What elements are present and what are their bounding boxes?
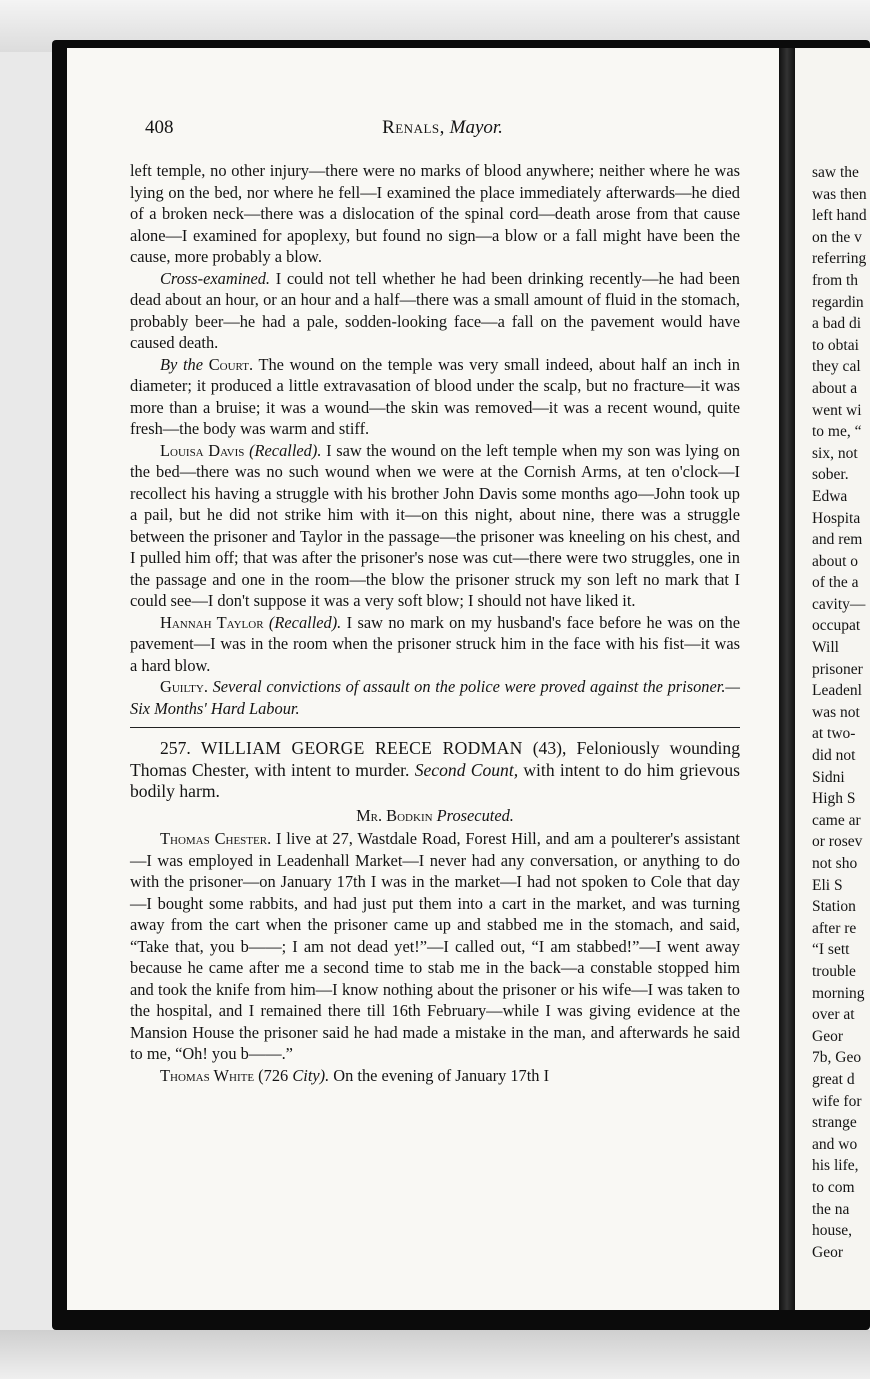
right-page-line: cavity— (812, 595, 866, 613)
running-head-title: Mayor. (449, 117, 503, 138)
case-number: 257. (160, 738, 191, 758)
right-page-line: from th (812, 271, 859, 289)
defendant-name: WILLIAM GEORGE REECE RODMAN (200, 738, 523, 758)
right-page-line: Geor (812, 1027, 843, 1045)
right-page-line: went wi (812, 401, 862, 419)
right-page-line: Station (812, 898, 856, 916)
right-page-line: Eli S (812, 876, 843, 894)
prosecutor-name: Mr. Bodkin (356, 805, 433, 825)
scan-background-bottom (0, 1330, 870, 1379)
right-page-line: did not (812, 747, 856, 765)
right-page-line: they cal (812, 358, 861, 376)
verdict-label: Guilty. (160, 677, 208, 696)
case-divider (130, 727, 740, 728)
hannah-taylor-text: I saw no mark on my husband's face before he was on the pavement—I was in the room when the prisoner struck him in the face with his fist—it was a hard blow. (130, 612, 740, 675)
paragraph-thomas-chester (130, 828, 740, 1065)
right-page-line: Leadenl (812, 682, 862, 700)
book-gutter (779, 48, 795, 1310)
thomas-white-badge: (726 (258, 1065, 289, 1085)
cross-examined-label: Cross-examined. (160, 268, 271, 288)
right-page-line: Sidni (812, 768, 845, 786)
right-page-line: Edwa (812, 487, 848, 505)
right-page-line: after re (812, 919, 857, 937)
paragraph-thomas-white (130, 1065, 740, 1087)
charge-text-a: Feloniously wounding Thomas Chester, with intent to murder. (130, 738, 741, 780)
defendant-age: (43), (532, 738, 567, 758)
main-text-column (130, 160, 740, 1086)
thomas-white-text: On the evening of January 17th I (329, 1065, 550, 1085)
right-page-line: about a (812, 379, 858, 397)
right-page-line: Will (812, 639, 839, 657)
louisa-recalled-label: (Recalled). (249, 440, 322, 460)
second-count-label: Second Count, (414, 759, 519, 780)
right-page-line: at two- (812, 725, 856, 743)
right-page-line: was not (812, 703, 860, 721)
paragraph-hannah-taylor (130, 612, 740, 677)
right-page-line: High S (812, 790, 856, 808)
right-page-line: occupat (812, 617, 861, 635)
right-page-line: morning (812, 984, 865, 1002)
verdict-sentence: Several convictions of assault on the police were proved against the prisoner.—Six Months' Hard Labour. (130, 677, 740, 718)
right-page-line: not sho (812, 855, 858, 872)
right-page-line: six, not (812, 444, 858, 462)
right-page-line: was then (812, 185, 867, 203)
right-page-line: on the v (812, 228, 862, 246)
right-page-line: his life, (812, 1157, 859, 1175)
running-head-name: Renals, (382, 117, 445, 138)
right-page-line: 7b, Geo (812, 1049, 862, 1067)
case-heading (130, 738, 740, 803)
paragraph-verdict (130, 676, 740, 719)
right-page-line: left hand (812, 207, 867, 225)
hannah-recalled-label: (Recalled). (268, 612, 342, 632)
right-page-line: prisoner (812, 660, 863, 678)
right-page-line: strange (812, 1114, 857, 1132)
louisa-davis-text: I saw the wound on the left temple when my son was lying on the bed—there was no such wound when we were at the Cornish Arms, at ten o'clock—I recollect his having a struggle with his brother John Davis some months ago—John took up a pail, but he did not strike him with it—on this night, about nine, there was a struggle between the prisoner and Taylor in the passage—the prisoner was kneeling on his chest, and I pulled him off; that was after the prisoner's nose was cut—there were two struggles, one in the passage and one in the room—the blow the prisoner struck my son left no mark that I could see—I don't suppose it was a very soft blow; I should not have liked it. (130, 440, 740, 610)
court-label: Court. (208, 354, 254, 374)
right-page-line: “I sett (812, 941, 850, 959)
paragraph-medical-evidence: left temple, no other injury—there were no marks of blood anywhere; neither where he was lying on the bed, nor where he fell—I examined the place immediately afterwards—he died of a broken neck—there was a dislocation of the spinal cord—death arose from that cause alone—I examined for apoplexy, but found no sign—a blow or a fall might have been the cause, more probably a blow. (130, 161, 740, 266)
by-the-label: By the (160, 354, 204, 374)
witness-thomas-white: Thomas White (160, 1065, 255, 1085)
right-page-line: house, (812, 1222, 853, 1240)
page-header (145, 117, 740, 147)
right-page-line: over at (812, 1006, 855, 1024)
right-page-line: to me, “ (812, 423, 862, 441)
right-page-line: of the a (812, 574, 859, 592)
right-page-fragments (812, 162, 870, 1263)
right-page-line: saw the (812, 164, 859, 181)
prosecutor-role: Prosecuted. (436, 805, 514, 825)
right-page-line: referring (812, 250, 867, 268)
prosecutor-line (130, 805, 740, 827)
thomas-white-city: City). (292, 1065, 330, 1085)
right-page-line: great d (812, 1070, 855, 1088)
right-page-line: or rosev (812, 833, 863, 851)
right-page-line: and wo (812, 1135, 858, 1153)
page-number: 408 (145, 117, 174, 138)
witness-hannah-taylor: Hannah Taylor (160, 612, 264, 632)
cross-examined-text: I could not tell whether he had been drinking recently—he had been dead about an hour, or an hour and a half—there was a small amount of fluid in the stomach, probably beer—he had a pale, sodden-looking face—a fall on the pavement would have caused death. (130, 268, 740, 352)
paragraph-louisa-davis (130, 440, 740, 612)
right-page-line: regardin (812, 293, 864, 311)
right-page-line: and rem (812, 531, 863, 549)
right-page-line: wife for (812, 1092, 862, 1110)
right-page-line: came ar (812, 811, 861, 829)
paragraph-by-the-court (130, 354, 740, 440)
by-the-court-text: The wound on the temple was very small indeed, about half an inch in diameter; it produced a little extravasation of blood under the scalp, but no fracture—it was more than a bruise; it was a wound—the skin was removed—it was a recent wound, quite fresh—the body was warm and stiff. (130, 354, 740, 438)
paragraph-cross-examined (130, 268, 740, 354)
right-page-line: Geor (812, 1243, 843, 1261)
right-page-line: the na (812, 1200, 850, 1218)
witness-thomas-chester: Thomas Chester. (160, 829, 272, 848)
witness-louisa-davis: Louisa Davis (160, 440, 245, 460)
right-page-line: trouble (812, 962, 856, 980)
right-page-line: sober. (812, 466, 849, 484)
right-page-line: to obtai (812, 336, 859, 354)
right-page-line: about o (812, 552, 859, 570)
right-page-line: to com (812, 1178, 855, 1196)
right-page-line: a bad di (812, 315, 862, 333)
right-page-line: Hospita (812, 509, 861, 527)
thomas-chester-text: I live at 27, Wastdale Road, Forest Hill, and am a poulterer's assistant—I was employed in Leadenhall Market—I never had any conversation, or anything to do with the prisoner—on January 17th I was in the market—I had not spoken to Cole that day—I bought some rabbits, and had just put them into a cart in the market, and was turning away from the cart when the prisoner came up and stabbed me in the stomach, and said, “Take that, you b——; I am not dead yet!”—I called out, “I am stabbed!”—I went away because he came after me a second time to stab me in the back—a constable stopped him and took the knife from him—I know nothing about the prisoner or his wife—I was taken to the hospital, and I remained there till 16th February—while I was giving evidence at the Mansion House the prisoner said he had made a mistake in the man, and afterwards he said to me, “Oh! you b——.” (130, 829, 740, 1063)
running-head (145, 117, 740, 139)
charge-text-b: with intent to do him grievous bodily harm. (130, 759, 740, 801)
